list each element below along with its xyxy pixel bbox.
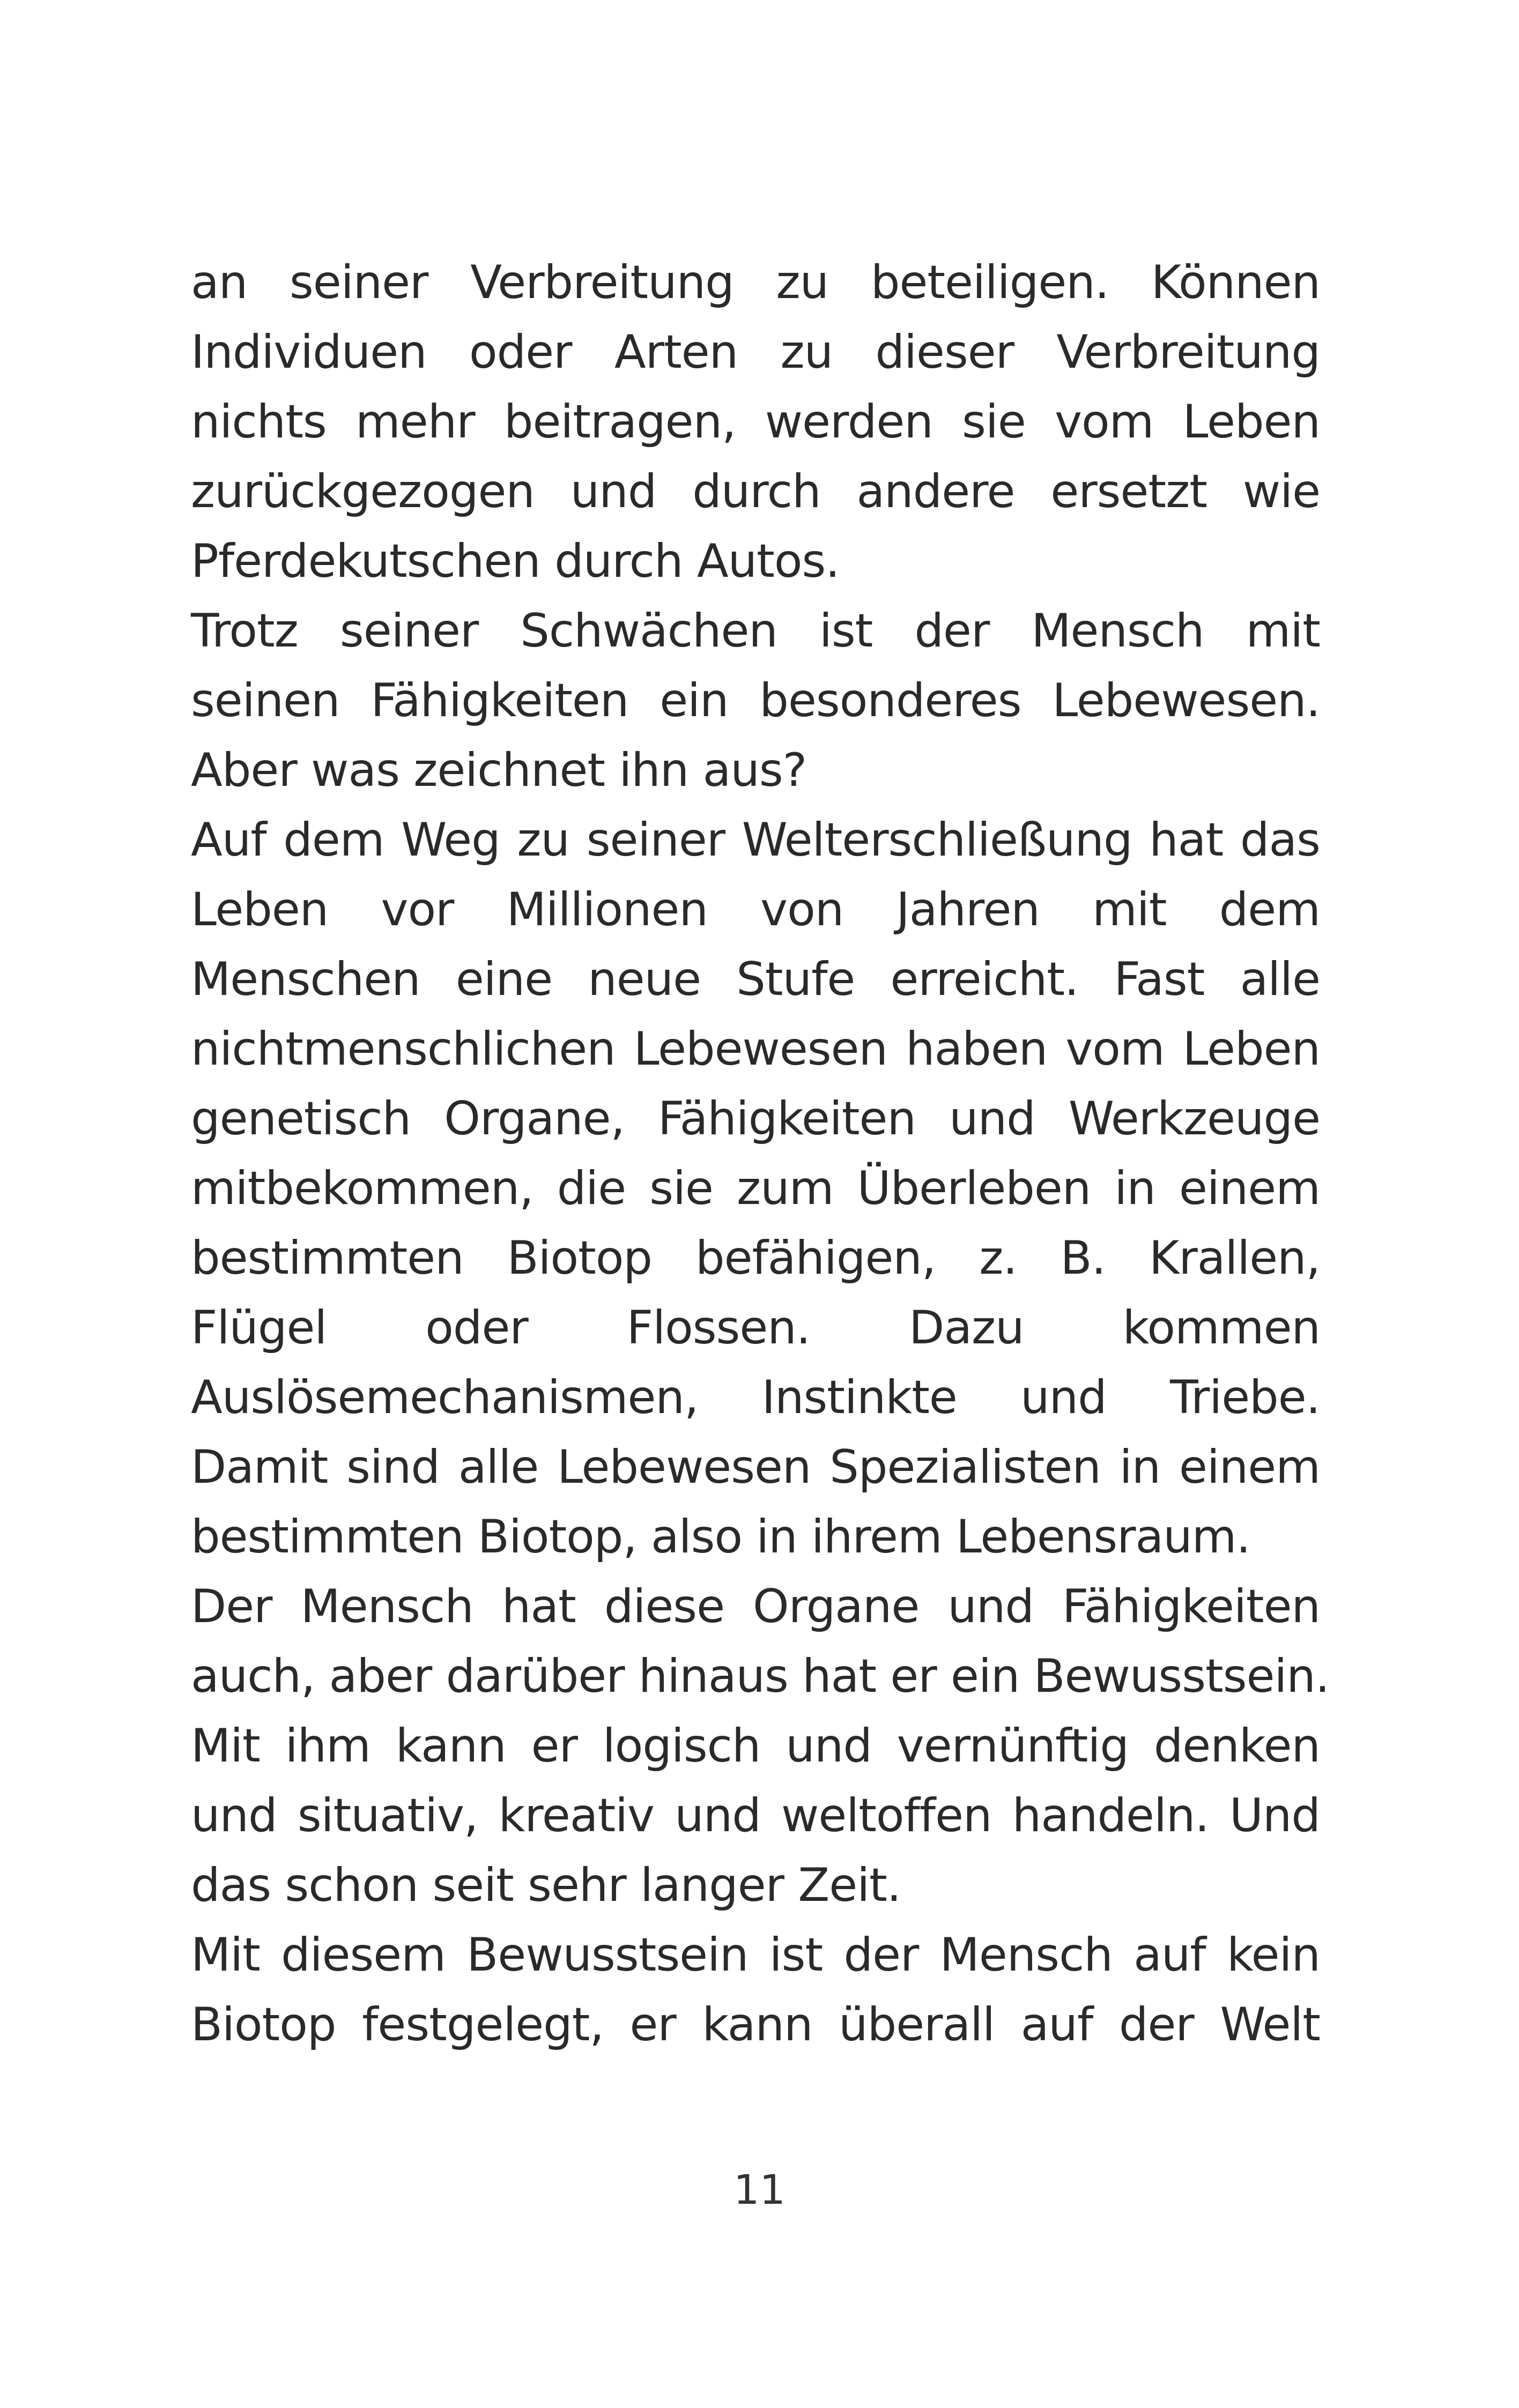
text-line: auch, aber darüber hinaus hat er ein Bewusstsein. (191, 1649, 1330, 1703)
text-line: mitbekommen, die sie zum Überleben in einem (191, 1162, 1320, 1215)
text-line: bestimmten Biotop, also in ihrem Lebensraum. (191, 1510, 1250, 1564)
text-line: Aber was zeichnet ihn aus? (191, 744, 807, 797)
text-line: Mit ihm kann er logisch und vernünftig denken (191, 1719, 1320, 1773)
body-text (191, 248, 1330, 2060)
text-line: Pferdekutschen durch Autos. (191, 534, 840, 588)
text-line: das schon seit sehr langer Zeit. (191, 1859, 901, 1912)
text-line: nichts mehr beitragen, werden sie vom Leben (191, 395, 1320, 449)
text-line: Menschen eine neue Stufe erreicht. Fast alle (191, 953, 1320, 1006)
text-line: Individuen oder Arten zu dieser Verbreitung (191, 325, 1320, 379)
text-line: Auf dem Weg zu seiner Welterschließung hat das (191, 813, 1320, 867)
text-line: Damit sind alle Lebewesen Spezialisten in einem (191, 1440, 1320, 1494)
text-line: genetisch Organe, Fähigkeiten und Werkzeuge (191, 1092, 1320, 1146)
text-line: seinen Fähigkeiten ein besonderes Lebewesen. (191, 674, 1320, 727)
text-line: Trotz seiner Schwächen ist der Mensch mit (191, 604, 1320, 658)
text-line: Flügel oder Flossen. Dazu kommen (191, 1301, 1320, 1355)
text-line: bestimmten Biotop befähigen, z. B. Krallen, (191, 1231, 1320, 1285)
text-line: Leben vor Millionen von Jahren mit dem (191, 883, 1320, 937)
text-line: zurückgezogen und durch andere ersetzt wie (191, 465, 1320, 518)
text-line: Der Mensch hat diese Organe und Fähigkeiten (191, 1580, 1320, 1633)
page-number: 11 (733, 2166, 786, 2213)
text-line: Biotop festgelegt, er kann überall auf der Welt (191, 1998, 1320, 2052)
text-line: Mit diesem Bewusstsein ist der Mensch auf kein (191, 1928, 1320, 1982)
text-line: und situativ, kreativ und weltoffen handeln. Und (191, 1789, 1320, 1842)
text-line: nichtmenschlichen Lebewesen haben vom Leben (191, 1022, 1320, 1076)
text-line: Auslösemechanismen, Instinkte und Triebe. (191, 1371, 1320, 1424)
text-line: an seiner Verbreitung zu beteiligen. Können (191, 256, 1320, 309)
